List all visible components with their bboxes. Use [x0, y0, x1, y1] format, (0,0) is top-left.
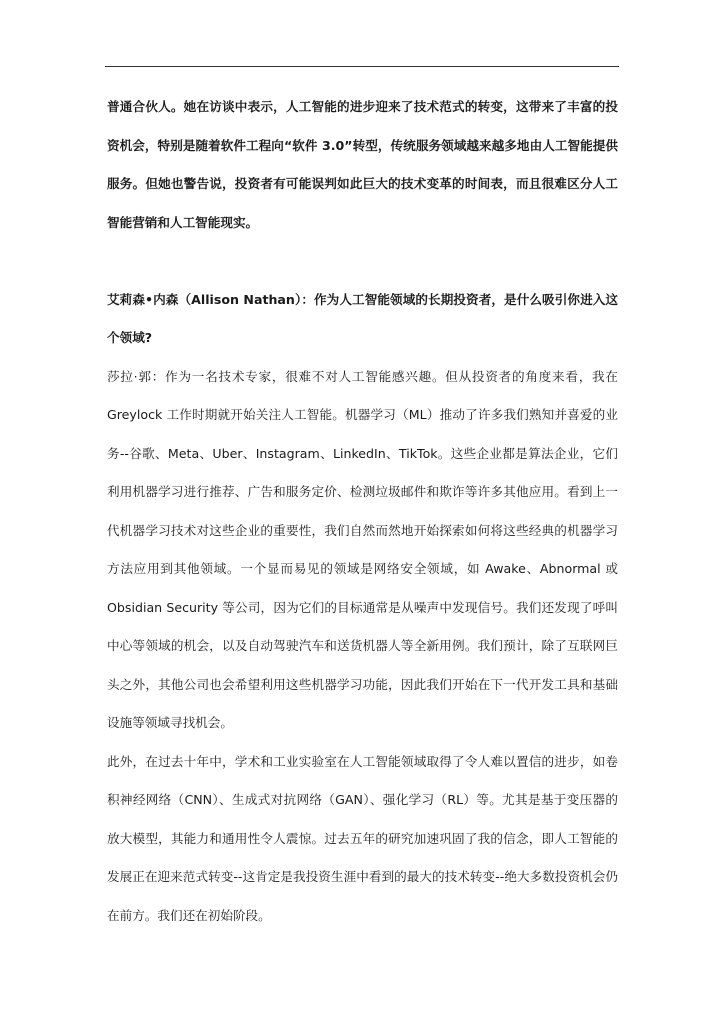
header-rule [105, 66, 619, 67]
intro-paragraph: 普通合伙人。她在访谈中表示，人工智能的进步迎来了技术范式的转变，这带来了丰富的投资机会，特别是随着软件工程向“软件 3.0”转型，传统服务领域越来越多地由人工智能提供服务。但她也警告说，投资者有可能误判如此巨大的技术变革的时间表，而且很难区分人工智能营销和人工智能现实。 [107, 99, 618, 230]
document-body [107, 88, 618, 935]
answer-paragraph-1: 莎拉·郭：作为一名技术专家，很难不对人工智能感兴趣。但从投资者的角度来看，我在 Greylock 工作时期就开始关注人工智能。机器学习（ML）推动了许多我们熟知并喜爱的业务--谷歌、Meta、Uber、Instagram、LinkedIn、TikTok。这些企业都是算法企业，它们利用机器学习进行推荐、广告和服务定价、检测垃圾邮件和欺诈等许多其他应用。看到上一代机器学习技术对这些企业的重要性，我们自然而然地开始探索如何将这些经典的机器学习方法应用到其他领域。一个显而易见的领域是网络安全领域，如 Awake、Abnormal 或 Obsidian Security 等公司，因为它们的目标通常是从噪声中发现信号。我们还发现了呼叫中心等领域的机会，以及自动驾驶汽车和送货机器人等全新用例。我们预计，除了互联网巨头之外，其他公司也会希望利用这些机器学习功能，因此我们开始在下一代开发工具和基础设施等领域寻找机会。 [107, 368, 618, 730]
paragraph-spacer [107, 242, 618, 281]
interview-question: 艾莉森•内森（Allison Nathan）：作为人工智能领域的长期投资者，是什么吸引你进入这个领域? [107, 291, 618, 345]
answer-paragraph-2: 此外，在过去十年中，学术和工业实验室在人工智能领域取得了令人难以置信的进步，如卷积神经网络（CNN）、生成式对抗网络（GAN）、强化学习（RL）等。尤其是基于变压器的放大模型，其能力和通用性令人震惊。过去五年的研究加速巩固了我的信念，即人工智能的发展正在迎来范式转变--这肯定是我投资生涯中看到的最大的技术转变--绝大多数投资机会仍在前方。我们还在初始阶段。 [107, 753, 618, 923]
